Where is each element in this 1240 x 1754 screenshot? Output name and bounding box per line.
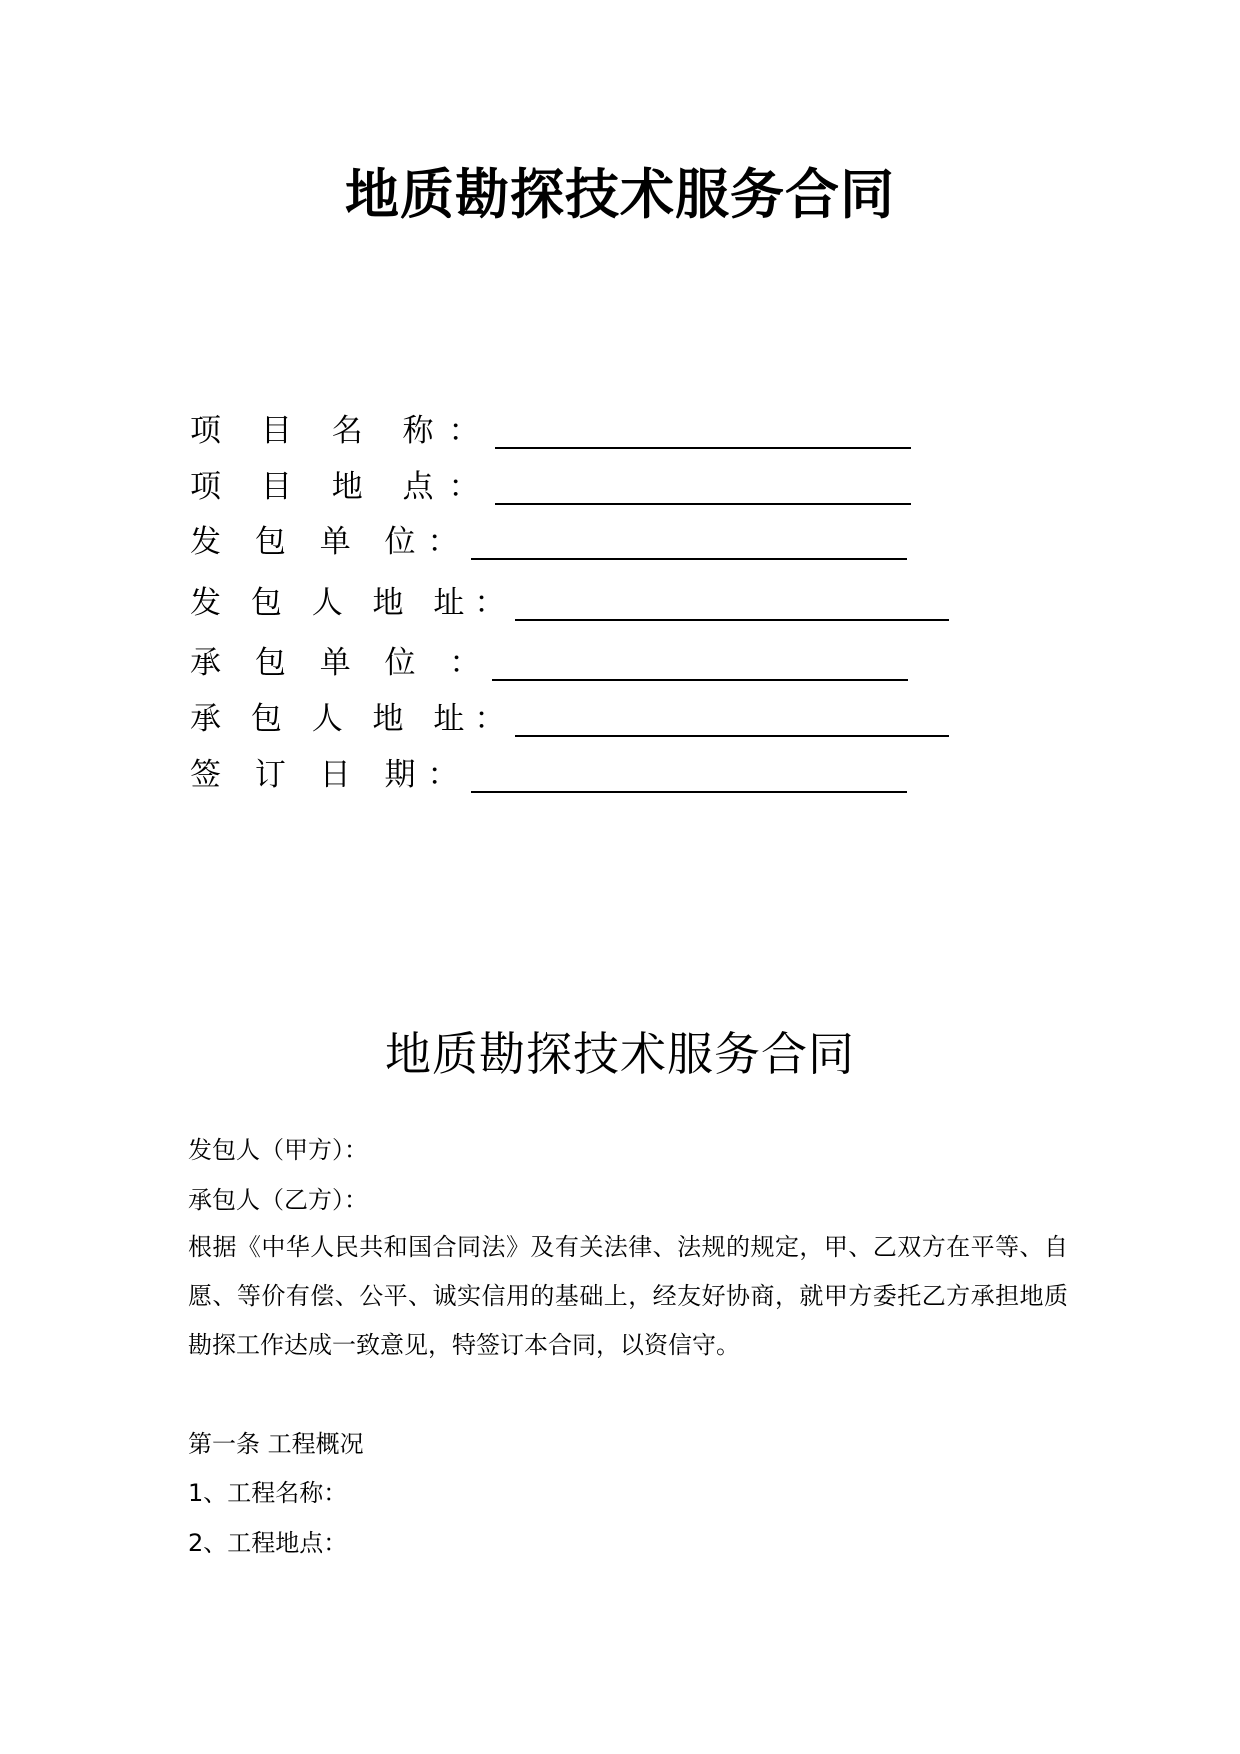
field-label: 发 包 单 位： <box>190 524 471 560</box>
field-employer-address <box>190 581 949 625</box>
blank-line <box>495 467 911 505</box>
blank-line <box>495 411 911 449</box>
field-contractor-address <box>190 697 949 741</box>
party-b-line: 承包人（乙方）： <box>188 1186 368 1214</box>
field-label: 项 目 地 点： <box>190 469 495 505</box>
article-1-heading: 第一条 工程概况 <box>188 1430 364 1458</box>
party-a-line: 发包人（甲方）： <box>188 1136 368 1164</box>
field-signing-date <box>190 753 907 797</box>
field-label: 承 包 人 地 址： <box>190 701 516 737</box>
field-project-location <box>190 465 911 509</box>
cover-title: 地质勘探技术服务合同 <box>345 163 895 226</box>
preamble-paragraph: 根据《中华人民共和国合同法》及有关法律、法规的规定，甲、乙双方在平等、自愿、等价有偿、公平、诚实信用的基础上，经友好协商，就甲方委托乙方承担地质勘探工作达成一致意见，特签订本合同，以资信守。 <box>188 1233 1068 1359</box>
contract-title: 地质勘探技术服务合同 <box>385 1027 855 1081</box>
blank-line <box>471 755 907 793</box>
article-1-item-2: 2、工程地点： <box>188 1529 348 1557</box>
blank-line <box>471 522 907 560</box>
article-1-item-1: 1、工程名称： <box>188 1479 348 1507</box>
field-label: 项 目 名 称： <box>190 413 495 449</box>
blank-line <box>515 699 949 737</box>
field-contractor-unit <box>190 641 908 685</box>
field-label: 签 订 日 期： <box>190 757 471 793</box>
blank-line <box>492 643 908 681</box>
field-employer-unit <box>190 520 907 564</box>
field-label: 承 包 单 位 ： <box>190 645 493 681</box>
blank-line <box>515 583 949 621</box>
field-project-name <box>190 409 911 453</box>
field-label: 发 包 人 地 址： <box>190 585 516 621</box>
